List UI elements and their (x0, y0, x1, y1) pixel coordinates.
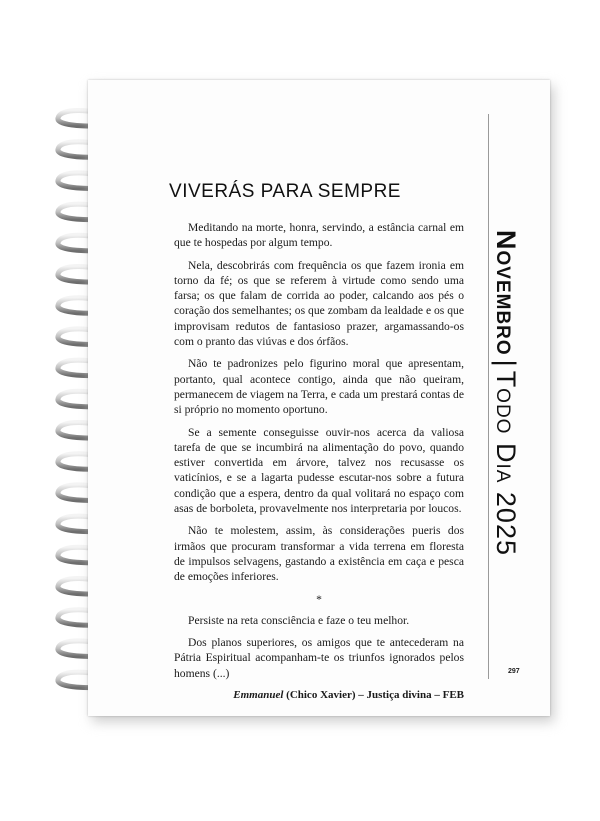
paragraph-2: Nela, descobrirás com frequência os que fazem ironia em torno da fé; os que se referem à virtude como sendo uma farsa; os que falam de corrida ao poder, calcando aos pés o coração dos semelhantes; os que zombam da lealdade e os que improvisam redutos de fantasioso prazer, argamassando-os com o pranto das viúvas e dos órfãos. (174, 258, 464, 349)
page-number: 297 (508, 668, 520, 675)
paragraph-5: Não te molestem, assim, às considerações pueris dos irmãos que procuram transformar a vida terrena em floresta de impulsos selvagens, gastando a existência em caça e pesca de emoções inferiores. (174, 524, 464, 584)
paragraph-3: Não te padronizes pelo figurino moral que apresentam, portanto, qual acontece contigo, ainda que não queiram, permanecem de viagem na Terra, e cada um prestará contas de si próprio no momento oportuno. (174, 357, 464, 417)
paragraph-4: Se a semente conseguisse ouvir-nos acerca da valiosa tarefa de que se incumbirá na alimentação do povo, quando estiver convertida em árvore, talvez nos recusasse os vaticínios, e se a lagarta pudesse escutar-nos sobre a futura condição que a espera, dentro da qual volitará no espaço com asas de borboleta, provavelmente nos interpretaria por loucos. (174, 425, 464, 516)
attribution-source: – Justiça divina – FEB (358, 689, 464, 702)
side-divider: | (491, 359, 521, 367)
attribution (174, 688, 464, 703)
page-title: VIVERÁS PARA SEMPRE (169, 181, 401, 202)
paragraph-7: Dos planos superiores, os amigos que te antecederam na Pátria Espiritual acompanham-te os triunfos ignorados pelos homens (...) (174, 636, 464, 680)
body-text (174, 220, 464, 703)
attribution-author: Emmanuel (233, 689, 284, 702)
book-title: Todo Dia 2025 (491, 370, 521, 556)
month-label: Novembro (491, 230, 521, 356)
margin-divider-line (488, 114, 489, 679)
attribution-medium: (Chico Xavier) (286, 689, 356, 702)
paragraph-6: Persiste na reta consciência e faze o teu melhor. (188, 613, 410, 627)
side-header (490, 230, 521, 556)
paragraph-1: Meditando na morte, honra, servindo, a estância carnal em que te hospedas por algum tempo. (174, 221, 464, 250)
separator: * (316, 592, 322, 606)
